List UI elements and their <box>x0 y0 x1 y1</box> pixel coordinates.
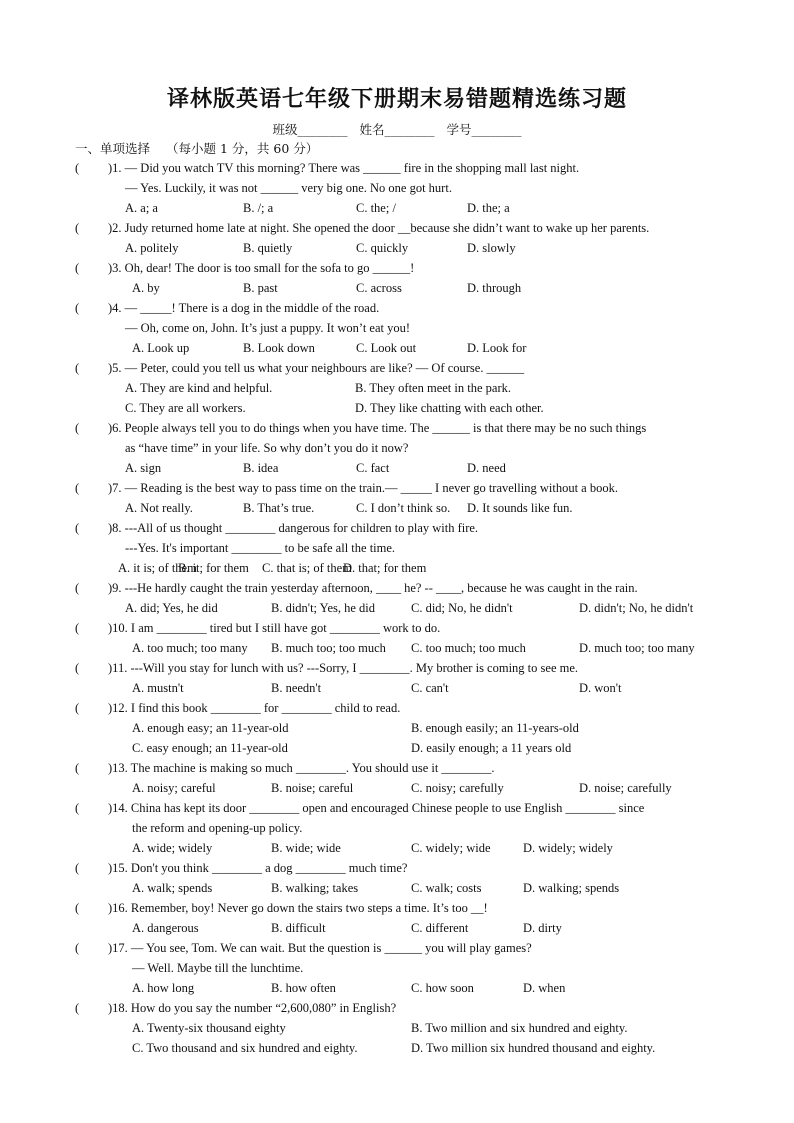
option-d: D. that; for them <box>343 561 427 575</box>
answer-paren-open: ( <box>75 941 80 955</box>
answer-paren-open: ( <box>75 301 80 315</box>
question-continuation: as “have time” in your life. So why don’t you do it now? <box>125 441 409 455</box>
option-b: B. past <box>243 281 278 295</box>
option-d: D. easily enough; a 11 years old <box>411 741 572 755</box>
option-a: A. Twenty-six thousand eighty <box>132 1021 286 1035</box>
option-c: C. noisy; carefully <box>411 781 504 795</box>
answer-paren-open: ( <box>75 361 80 375</box>
option-c: C. did; No, he didn't <box>411 601 513 615</box>
question-continuation: — Oh, come on, John. It’s just a puppy. It won’t eat you! <box>125 321 411 335</box>
option-a: A. enough easy; an 11-year-old <box>132 721 289 735</box>
option-c: C. quickly <box>356 241 409 255</box>
option-d: D. Two million six hundred thousand and eighty. <box>411 1041 656 1055</box>
option-c: C. walk; costs <box>411 881 482 895</box>
section-label: 一、单项选择 <box>75 141 151 156</box>
question-stem: )11. ---Will you stay for lunch with us? ---Sorry, I ________. My brother is coming to see me. <box>108 661 579 675</box>
answer-paren-open: ( <box>75 701 80 715</box>
option-d: D. the; a <box>467 201 510 215</box>
option-c: C. different <box>411 921 469 935</box>
option-a: A. dangerous <box>132 921 199 935</box>
option-a: A. wide; widely <box>132 841 213 855</box>
option-a: A. it is; of them <box>118 561 197 575</box>
option-c: C. fact <box>356 461 390 475</box>
option-d: D. slowly <box>467 241 516 255</box>
page-title: 译林版英语七年级下册期末易错题精选练习题 <box>166 86 627 112</box>
option-d: D. much too; too many <box>579 641 695 655</box>
question-continuation: the reform and opening-up policy. <box>132 821 303 835</box>
option-d: D. It sounds like fun. <box>467 501 573 515</box>
answer-paren-open: ( <box>75 801 80 815</box>
option-d: D. They like chatting with each other. <box>355 401 544 415</box>
answer-paren-open: ( <box>75 481 80 495</box>
question-stem: )3. Oh, dear! The door is too small for the sofa to go ______! <box>108 261 415 275</box>
option-a: A. by <box>132 281 160 295</box>
option-b: B. That’s true. <box>243 501 315 515</box>
answer-paren-open: ( <box>75 521 80 535</box>
option-c: C. can't <box>411 681 449 695</box>
answer-paren-open: ( <box>75 661 80 675</box>
option-b: B. it; for them <box>178 561 249 575</box>
answer-paren-open: ( <box>75 421 80 435</box>
option-c: C. the; / <box>356 201 396 215</box>
question-stem: )14. China has kept its door ________ open and encouraged Chinese people to use English ________ since <box>108 801 645 815</box>
option-b: B. needn't <box>271 681 322 695</box>
option-a: A. politely <box>125 241 179 255</box>
question-stem: )12. I find this book ________ for ________ child to read. <box>108 701 401 715</box>
answer-paren-open: ( <box>75 621 80 635</box>
option-b: B. wide; wide <box>271 841 341 855</box>
option-b: B. idea <box>243 461 279 475</box>
option-b: B. enough easily; an 11-years-old <box>411 721 579 735</box>
option-b: B. quietly <box>243 241 293 255</box>
question-stem: )1. — Did you watch TV this morning? There was ______ fire in the shopping mall last night. <box>108 161 580 175</box>
student-info-line <box>0 120 794 138</box>
answer-paren-open: ( <box>75 761 80 775</box>
option-d: D. when <box>523 981 566 995</box>
option-c: C. how soon <box>411 981 474 995</box>
option-a: A. noisy; careful <box>132 781 216 795</box>
question-stem: )6. People always tell you to do things when you have time. The ______ is that there may be no such things <box>108 421 647 435</box>
option-c: C. Two thousand and six hundred and eighty. <box>132 1041 358 1055</box>
section-note: （每小题 1 分，共 60 分） <box>166 141 319 156</box>
option-c: C. too much; too much <box>411 641 526 655</box>
option-a: A. sign <box>125 461 162 475</box>
option-b: B. Look down <box>243 341 315 355</box>
option-a: A. a; a <box>125 201 158 215</box>
option-b: B. difficult <box>271 921 326 935</box>
option-a: A. Look up <box>132 341 190 355</box>
option-b: B. They often meet in the park. <box>355 381 511 395</box>
option-b: B. much too; too much <box>271 641 386 655</box>
option-d: D. dirty <box>523 921 562 935</box>
option-a: A. did; Yes, he did <box>125 601 218 615</box>
option-c: C. Look out <box>356 341 417 355</box>
option-c: C. easy enough; an 11-year-old <box>132 741 288 755</box>
option-b: B. noise; careful <box>271 781 354 795</box>
option-a: A. how long <box>132 981 195 995</box>
option-a: A. They are kind and helpful. <box>125 381 273 395</box>
question-stem: )15. Don't you think ________ a dog ________ much time? <box>108 861 408 875</box>
question-continuation: — Well. Maybe till the lunchtime. <box>132 961 304 975</box>
option-d: D. Look for <box>467 341 527 355</box>
answer-paren-open: ( <box>75 261 80 275</box>
question-stem: )8. ---All of us thought ________ dangerous for children to play with fire. <box>108 521 479 535</box>
question-stem: )13. The machine is making so much ________. You should use it ________. <box>108 761 495 775</box>
answer-paren-open: ( <box>75 901 80 915</box>
option-d: D. won't <box>579 681 622 695</box>
option-d: D. through <box>467 281 522 295</box>
option-d: D. need <box>467 461 506 475</box>
question-stem: )16. Remember, boy! Never go down the stairs two steps a time. It’s too __! <box>108 901 488 915</box>
name-field: 姓名________ <box>359 122 435 137</box>
option-a: A. walk; spends <box>132 881 213 895</box>
question-stem: )2. Judy returned home late at night. She opened the door __because she didn’t want to wake up her parents. <box>108 221 650 235</box>
option-b: B. walking; takes <box>271 881 359 895</box>
class-field: 班级________ <box>272 122 348 137</box>
question-stem: )10. I am ________ tired but I still have got ________ work to do. <box>108 621 441 635</box>
answer-paren-open: ( <box>75 161 80 175</box>
answer-paren-open: ( <box>75 221 80 235</box>
question-stem: )17. — You see, Tom. We can wait. But the question is ______ you will play games? <box>108 941 532 955</box>
option-c: C. They are all workers. <box>125 401 246 415</box>
option-b: B. Two million and six hundred and eighty. <box>411 1021 628 1035</box>
question-stem: )7. — Reading is the best way to pass time on the train.— _____ I never go travelling without a book. <box>108 481 618 495</box>
option-c: C. across <box>356 281 402 295</box>
option-c: C. widely; wide <box>411 841 491 855</box>
option-d: D. walking; spends <box>523 881 620 895</box>
question-stem: )4. — _____! There is a dog in the middle of the road. <box>108 301 380 315</box>
answer-paren-open: ( <box>75 581 80 595</box>
option-b: B. /; a <box>243 201 274 215</box>
option-d: D. noise; carefully <box>579 781 672 795</box>
question-continuation: — Yes. Luckily, it was not ______ very big one. No one got hurt. <box>125 181 452 195</box>
answer-paren-open: ( <box>75 1001 80 1015</box>
question-stem: )18. How do you say the number “2,600,080” in English? <box>108 1001 397 1015</box>
option-b: B. how often <box>271 981 336 995</box>
option-a: A. Not really. <box>125 501 193 515</box>
option-c: C. I don’t think so. <box>356 501 451 515</box>
answer-paren-open: ( <box>75 861 80 875</box>
option-a: A. too much; too many <box>132 641 248 655</box>
question-stem: )5. — Peter, could you tell us what your neighbours are like? — Of course. ______ <box>108 361 525 375</box>
option-d: D. didn't; No, he didn't <box>579 601 694 615</box>
option-b: B. didn't; Yes, he did <box>271 601 376 615</box>
option-c: C. that is; of them <box>262 561 352 575</box>
option-a: A. mustn't <box>132 681 184 695</box>
option-d: D. widely; widely <box>523 841 613 855</box>
question-stem: )9. ---He hardly caught the train yesterday afternoon, ____ he? -- ____, because he was caught in the rain. <box>108 581 638 595</box>
question-continuation: ---Yes. It's important ________ to be safe all the time. <box>125 541 396 555</box>
number-field: 学号________ <box>446 122 522 137</box>
section-heading <box>75 139 318 157</box>
